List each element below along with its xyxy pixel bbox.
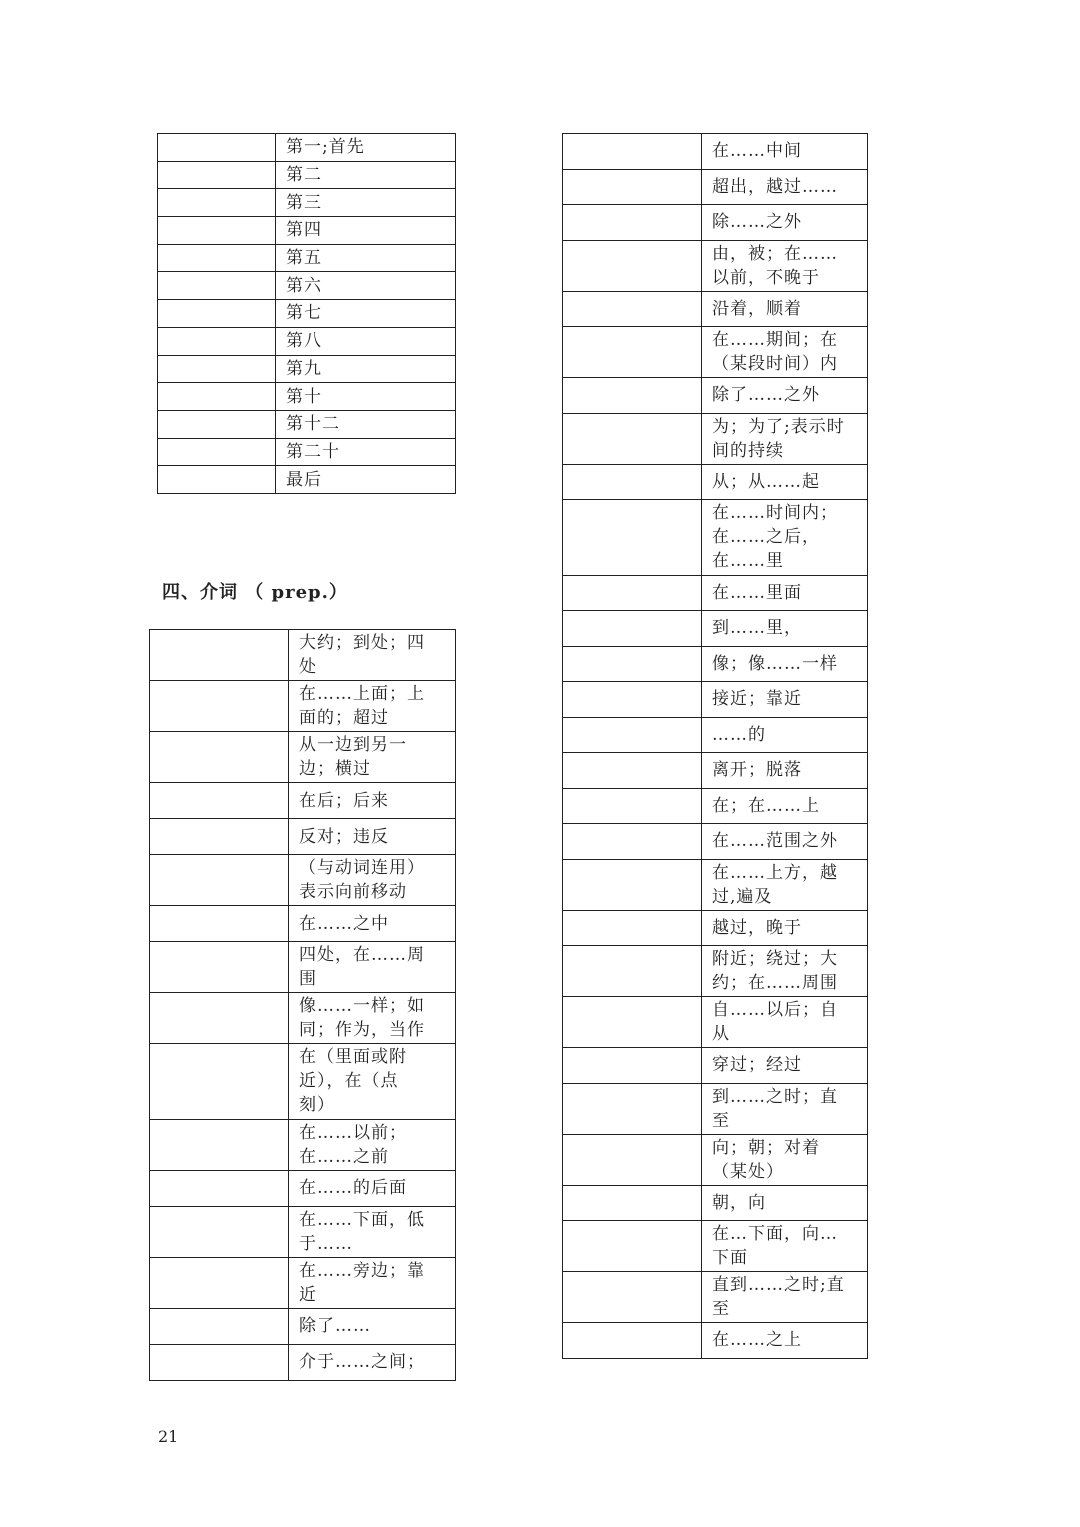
ordinal-row (158, 189, 456, 217)
meaning-cell: 自……以后；自 从 (702, 997, 868, 1048)
meaning-cell: 反对；违反 (289, 819, 456, 855)
answer-blank-cell[interactable] (563, 1134, 702, 1185)
answer-blank-cell[interactable] (563, 464, 702, 500)
prepositions-table-right (562, 133, 868, 1359)
answer-blank-cell[interactable] (158, 438, 276, 466)
meaning-cell: 除……之外 (702, 205, 868, 241)
answer-blank-cell[interactable] (150, 855, 289, 906)
preposition-row (563, 997, 868, 1048)
preposition-row (563, 205, 868, 241)
ordinal-table-body (158, 134, 456, 494)
answer-blank-cell[interactable] (563, 946, 702, 997)
preposition-row (563, 1272, 868, 1323)
preposition-row (563, 682, 868, 718)
meaning-cell: 第二 (276, 161, 456, 189)
preposition-row (150, 783, 456, 819)
meaning-cell: 从；从……起 (702, 464, 868, 500)
preposition-row (150, 1257, 456, 1308)
meaning-cell: 在……之上 (702, 1323, 868, 1359)
meaning-cell: 在……中间 (702, 134, 868, 170)
answer-blank-cell[interactable] (158, 161, 276, 189)
meaning-cell: 第二十 (276, 438, 456, 466)
preposition-row (563, 327, 868, 378)
meaning-cell: 在（里面或附 近），在（点 刻） (289, 1044, 456, 1120)
ordinal-row (158, 300, 456, 328)
meaning-cell: 在……上面；上 面的；超过 (289, 681, 456, 732)
meaning-cell: 超出，越过…… (702, 169, 868, 205)
meaning-cell: 在……期间；在 （某段时间）内 (702, 327, 868, 378)
meaning-cell: 四处，在……周 围 (289, 942, 456, 993)
answer-blank-cell[interactable] (563, 646, 702, 682)
preposition-row (563, 824, 868, 860)
preposition-row (563, 378, 868, 414)
preposition-row (563, 910, 868, 946)
page-number: 21 (158, 1427, 179, 1446)
answer-blank-cell[interactable] (158, 355, 276, 383)
answer-blank-cell[interactable] (563, 378, 702, 414)
answer-blank-cell[interactable] (158, 134, 276, 162)
answer-blank-cell[interactable] (563, 413, 702, 464)
meaning-cell: 像……一样；如 同；作为，当作 (289, 993, 456, 1044)
meaning-cell: 在后；后来 (289, 783, 456, 819)
meaning-cell: 直到……之时;直 至 (702, 1272, 868, 1323)
meaning-cell: 在……的后面 (289, 1170, 456, 1206)
preposition-row (150, 1308, 456, 1344)
preposition-row (563, 717, 868, 753)
meaning-cell: 离开；脱落 (702, 753, 868, 789)
ordinal-row (158, 355, 456, 383)
ordinal-row (158, 383, 456, 411)
preposition-row (563, 1221, 868, 1272)
meaning-cell: 大约；到处；四 处 (289, 630, 456, 681)
answer-blank-cell[interactable] (563, 682, 702, 718)
ordinal-row (158, 466, 456, 494)
answer-blank-cell[interactable] (563, 859, 702, 910)
preposition-row (150, 855, 456, 906)
meaning-cell: 到……里， (702, 611, 868, 647)
meaning-cell: 除了…… (289, 1308, 456, 1344)
answer-blank-cell[interactable] (150, 1170, 289, 1206)
answer-blank-cell[interactable] (150, 1257, 289, 1308)
meaning-cell: 第三 (276, 189, 456, 217)
answer-blank-cell[interactable] (563, 134, 702, 170)
preposition-row (150, 819, 456, 855)
preposition-row (563, 464, 868, 500)
meaning-cell: 在……范围之外 (702, 824, 868, 860)
prepositions-left-body (150, 630, 456, 1381)
preposition-row (563, 788, 868, 824)
answer-blank-cell[interactable] (563, 575, 702, 611)
preposition-row (150, 1044, 456, 1120)
meaning-cell: 越过，晚于 (702, 910, 868, 946)
meaning-cell: 在……上方，越 过,遍及 (702, 859, 868, 910)
answer-blank-cell[interactable] (563, 1272, 702, 1323)
meaning-cell: 像；像……一样 (702, 646, 868, 682)
meaning-cell: 第五 (276, 244, 456, 272)
answer-blank-cell[interactable] (150, 1344, 289, 1380)
preposition-row (150, 732, 456, 783)
preposition-row (563, 500, 868, 576)
answer-blank-cell[interactable] (563, 824, 702, 860)
answer-blank-cell[interactable] (563, 1221, 702, 1272)
answer-blank-cell[interactable] (563, 169, 702, 205)
preposition-row (150, 681, 456, 732)
meaning-cell: 向；朝；对着 （某处） (702, 1134, 868, 1185)
answer-blank-cell[interactable] (150, 1308, 289, 1344)
ordinal-row (158, 217, 456, 245)
meaning-cell: 穿过；经过 (702, 1048, 868, 1084)
answer-blank-cell[interactable] (150, 1044, 289, 1120)
meaning-cell: 在；在……上 (702, 788, 868, 824)
preposition-row (150, 1344, 456, 1380)
meaning-cell: 最后 (276, 466, 456, 494)
answer-blank-cell[interactable] (150, 942, 289, 993)
answer-blank-cell[interactable] (158, 466, 276, 494)
preposition-row (150, 1206, 456, 1257)
meaning-cell: 在……里面 (702, 575, 868, 611)
answer-blank-cell[interactable] (150, 783, 289, 819)
preposition-row (563, 240, 868, 291)
answer-blank-cell[interactable] (150, 819, 289, 855)
meaning-cell: （与动词连用） 表示向前移动 (289, 855, 456, 906)
answer-blank-cell[interactable] (563, 1048, 702, 1084)
preposition-row (563, 646, 868, 682)
prepositions-table-left (149, 629, 456, 1381)
answer-blank-cell[interactable] (563, 1083, 702, 1134)
preposition-row (563, 753, 868, 789)
meaning-cell: 介于……之间； (289, 1344, 456, 1380)
meaning-cell: 在……旁边；靠 近 (289, 1257, 456, 1308)
meaning-cell: 在……时间内； 在……之后， 在……里 (702, 500, 868, 576)
prepositions-right-body (563, 134, 868, 1359)
meaning-cell: ……的 (702, 717, 868, 753)
answer-blank-cell[interactable] (563, 753, 702, 789)
answer-blank-cell[interactable] (563, 205, 702, 241)
meaning-cell: 到……之时；直 至 (702, 1083, 868, 1134)
answer-blank-cell[interactable] (563, 1323, 702, 1359)
preposition-row (563, 1048, 868, 1084)
meaning-cell: 沿着，顺着 (702, 291, 868, 327)
preposition-row (563, 1083, 868, 1134)
answer-blank-cell[interactable] (158, 383, 276, 411)
preposition-row (563, 946, 868, 997)
meaning-cell: 在……以前； 在……之前 (289, 1119, 456, 1170)
answer-blank-cell[interactable] (563, 500, 702, 576)
preposition-row (563, 413, 868, 464)
meaning-cell: 第九 (276, 355, 456, 383)
preposition-row (150, 906, 456, 942)
preposition-row (563, 1134, 868, 1185)
ordinal-row (158, 134, 456, 162)
answer-blank-cell[interactable] (158, 217, 276, 245)
answer-blank-cell[interactable] (563, 788, 702, 824)
meaning-cell: 由，被；在…… 以前，不晚于 (702, 240, 868, 291)
answer-blank-cell[interactable] (150, 993, 289, 1044)
ordinal-row (158, 244, 456, 272)
preposition-row (150, 993, 456, 1044)
answer-blank-cell[interactable] (150, 732, 289, 783)
answer-blank-cell[interactable] (563, 1185, 702, 1221)
meaning-cell: 第十二 (276, 410, 456, 438)
meaning-cell: 在……下面，低 于…… (289, 1206, 456, 1257)
meaning-cell: 第四 (276, 217, 456, 245)
answer-blank-cell[interactable] (150, 1119, 289, 1170)
meaning-cell: 第八 (276, 327, 456, 355)
meaning-cell: 第六 (276, 272, 456, 300)
answer-blank-cell[interactable] (150, 630, 289, 681)
answer-blank-cell[interactable] (150, 681, 289, 732)
answer-blank-cell[interactable] (158, 300, 276, 328)
meaning-cell: 第七 (276, 300, 456, 328)
answer-blank-cell[interactable] (563, 997, 702, 1048)
preposition-row (150, 630, 456, 681)
answer-blank-cell[interactable] (150, 906, 289, 942)
ordinal-row (158, 438, 456, 466)
answer-blank-cell[interactable] (563, 327, 702, 378)
meaning-cell: 为；为了;表示时 间的持续 (702, 413, 868, 464)
preposition-row (563, 1323, 868, 1359)
preposition-row (563, 291, 868, 327)
ordinal-row (158, 410, 456, 438)
answer-blank-cell[interactable] (563, 717, 702, 753)
preposition-row (563, 611, 868, 647)
section-heading-prepositions: 四、介词 （ prep.） (162, 582, 348, 603)
ordinal-row (158, 161, 456, 189)
meaning-cell: 在……之中 (289, 906, 456, 942)
preposition-row (563, 575, 868, 611)
answer-blank-cell[interactable] (158, 189, 276, 217)
preposition-row (563, 169, 868, 205)
answer-blank-cell[interactable] (158, 244, 276, 272)
preposition-row (563, 859, 868, 910)
preposition-row (563, 134, 868, 170)
answer-blank-cell[interactable] (563, 291, 702, 327)
meaning-cell: 除了……之外 (702, 378, 868, 414)
meaning-cell: 接近；靠近 (702, 682, 868, 718)
answer-blank-cell[interactable] (158, 410, 276, 438)
ordinal-numbers-table (157, 133, 456, 494)
answer-blank-cell[interactable] (563, 910, 702, 946)
preposition-row (150, 1119, 456, 1170)
preposition-row (563, 1185, 868, 1221)
answer-blank-cell[interactable] (563, 611, 702, 647)
preposition-row (150, 1170, 456, 1206)
meaning-cell: 朝，向 (702, 1185, 868, 1221)
meaning-cell: 第一;首先 (276, 134, 456, 162)
meaning-cell: 在…下面，向… 下面 (702, 1221, 868, 1272)
ordinal-row (158, 272, 456, 300)
meaning-cell: 从一边到另一 边；横过 (289, 732, 456, 783)
answer-blank-cell[interactable] (150, 1206, 289, 1257)
preposition-row (150, 942, 456, 993)
meaning-cell: 附近；绕过；大 约；在……周围 (702, 946, 868, 997)
answer-blank-cell[interactable] (158, 272, 276, 300)
answer-blank-cell[interactable] (563, 240, 702, 291)
meaning-cell: 第十 (276, 383, 456, 411)
answer-blank-cell[interactable] (158, 327, 276, 355)
ordinal-row (158, 327, 456, 355)
